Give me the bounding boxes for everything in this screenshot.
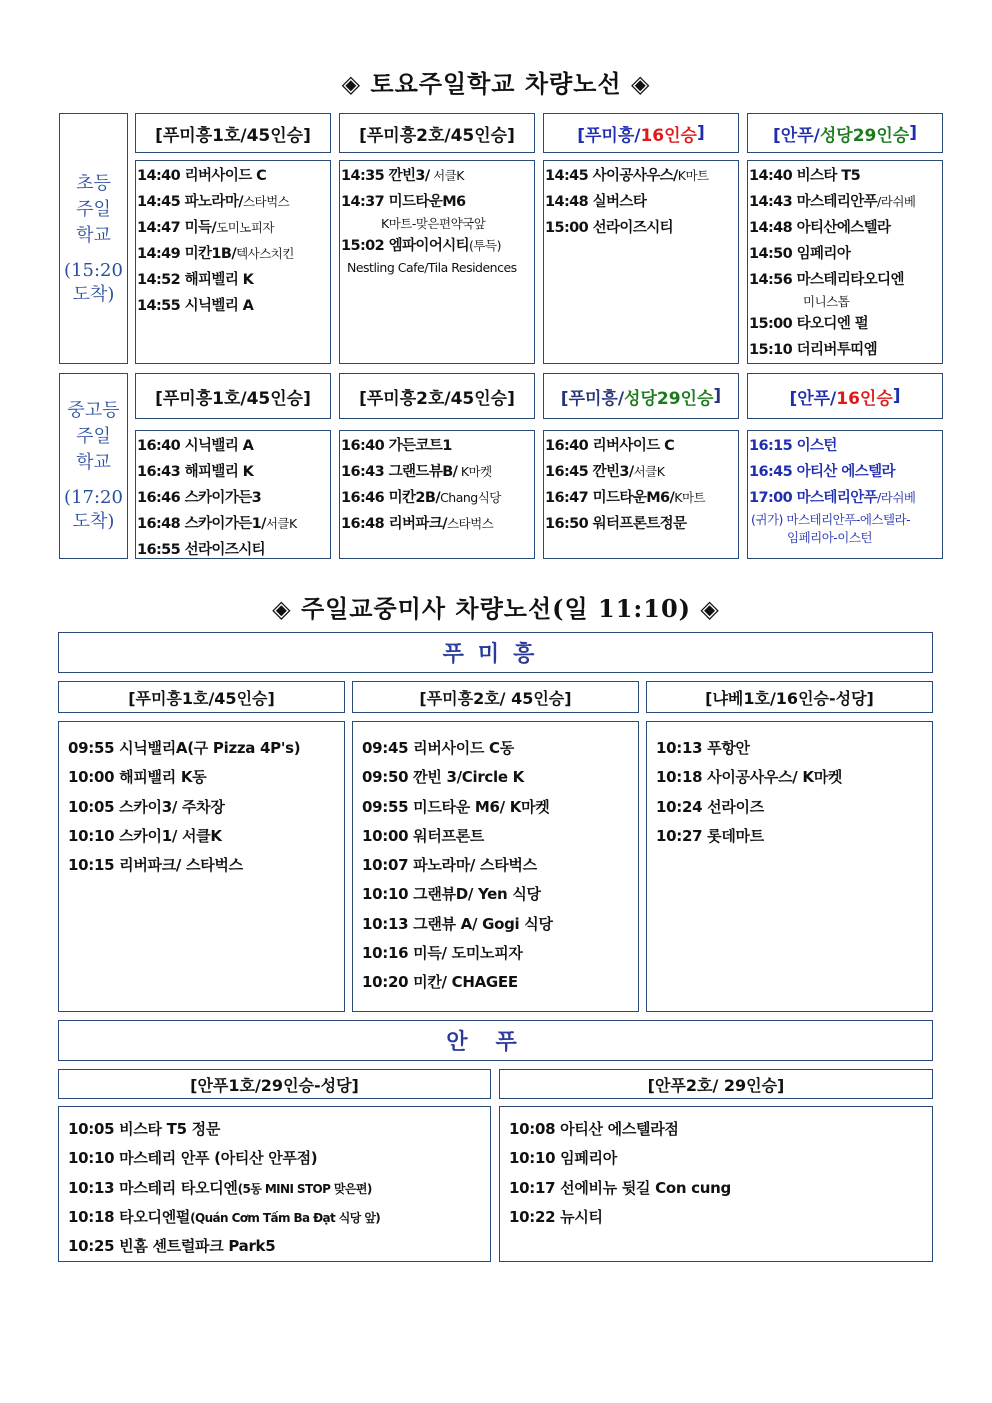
elementary-stop-row	[137, 293, 330, 319]
phumyhung-stop-row: 10:13 그랜뷰 A/ Gogi 식당	[362, 914, 553, 933]
secondary-label-2: 주일	[76, 426, 111, 447]
stop-time-place: 15:10 더리버투띠엠	[749, 342, 878, 358]
elementary-stop-row	[341, 189, 534, 215]
phumyhung-stop-row: 10:07 파노라마/ 스타벅스	[362, 856, 537, 875]
stop-time-place: 17:00 마스테리안푸	[749, 490, 878, 506]
secondary-stop-row	[137, 459, 330, 485]
stop-landmark: (Quán Cơm Tấm Ba Đạt 식당 앞)	[190, 1210, 381, 1225]
stop-time-place: 10:17 선에비뉴 뒷길 Con cung	[509, 1178, 731, 1197]
elementary-stop-row	[341, 163, 534, 189]
elementary-stop-row	[545, 215, 738, 241]
elementary-stop-note: Nestling Cafe/Tila Residences	[347, 260, 517, 275]
anphu-route-header-2: [안푸2호/ 29인승]	[499, 1069, 933, 1099]
anphu-stop-row	[509, 1174, 932, 1203]
phumyhung-stop-row: 10:20 미칸/ CHAGEE	[362, 973, 518, 992]
stop-time-place: 14:45 사이공사우스/	[545, 168, 678, 184]
stop-landmark: 서클K	[265, 516, 297, 531]
stop-time-place: 14:52 해피벨리 K	[137, 272, 254, 288]
phumyhung-stop-row: 10:10 스카이1/ 서클K	[68, 826, 222, 845]
stop-time-place: 16:45 깐빈3/	[545, 464, 634, 480]
secondary-route-header-2-part-1: [푸미흥2호/45인승]	[359, 388, 515, 409]
phumyhung-stop-row: 10:05 스카이3/ 주차장	[68, 797, 225, 816]
secondary-route-header-1-part-1: [푸미흥1호/45인승]	[155, 388, 311, 409]
stop-time-place: 16:48 스카이가든1/	[137, 516, 266, 532]
stop-landmark: 텍사스치킨	[236, 246, 294, 261]
anphu-stop-row	[509, 1203, 932, 1232]
elementary-stop-row	[137, 215, 330, 241]
sunday-mass-title: ◈ 주일교중미사 차량노선(일 11:10) ◈	[272, 594, 720, 623]
elementary-route-list-4	[747, 160, 943, 364]
secondary-stop-row	[137, 485, 330, 511]
elementary-stop-row	[545, 163, 738, 189]
stop-landmark: /라쉬베	[877, 194, 916, 209]
anphu-route-list-2	[499, 1106, 933, 1262]
stop-time-place: 14:50 임페리아	[749, 246, 851, 262]
phumyhung-stop-row: 09:50 깐빈 3/Circle K	[362, 768, 524, 787]
stop-landmark: (5동 MINI STOP 맞은편)	[237, 1181, 372, 1196]
phumyhung-route-list-2	[352, 721, 639, 1012]
stop-time-place: 14:37 미드타운M6	[341, 194, 466, 210]
phumyhung-stop-row: 10:15 리버파크/ 스타벅스	[68, 856, 243, 875]
stop-time-place: 15:00 선라이즈시티	[545, 220, 674, 236]
elementary-route-header-4-part-1: [안푸/	[773, 125, 820, 146]
phumyhung-stop-row: 10:10 그랜뷰D/ Yen 식당	[362, 885, 541, 904]
secondary-stop-row	[545, 433, 738, 459]
stop-landmark: 도미노피자	[216, 220, 275, 235]
anphu-stop-row	[68, 1144, 490, 1173]
stop-time-place: 14:40 비스타 T5	[749, 168, 861, 184]
anphu-route-header-1: [안푸1호/29인승-성당]	[58, 1069, 491, 1099]
elementary-label-3: 학교	[76, 224, 111, 246]
secondary-route-list-2	[339, 430, 535, 559]
stop-time-place: 10:05 비스타 T5 정문	[68, 1120, 221, 1138]
stop-landmark: K마켓	[457, 464, 492, 479]
elementary-stop-note: 미니스톱	[803, 294, 850, 309]
secondary-stop-note: (귀가) 마스테리안푸-에스텔라-	[751, 512, 911, 527]
elementary-stop-row	[137, 267, 330, 293]
elementary-route-header-3-part-2: 16인승	[640, 125, 697, 146]
stop-time-place: 16:48 리버파크/	[341, 516, 447, 532]
stop-time-place: 16:47 미드타운M6/	[545, 490, 675, 506]
elementary-stop-row	[341, 233, 534, 259]
stop-landmark: 서클K	[633, 464, 665, 479]
phumyhung-stop-row: 10:00 워터프론트	[362, 826, 485, 845]
secondary-label-3: 학교	[76, 452, 111, 473]
elementary-route-header-3-part-3: ]	[696, 123, 705, 143]
stop-time-place: 14:48 실버스타	[545, 194, 647, 210]
stop-time-place: 10:18 타오디엔펄	[68, 1207, 191, 1226]
phumyhung-stop-row: 09:45 리버사이드 C동	[362, 739, 514, 757]
stop-time-place: 14:56 마스테리타오디엔	[749, 272, 904, 288]
stop-time-place: 15:02 엠파이어시티	[341, 238, 470, 254]
elementary-route-header-4-part-3: ]	[909, 123, 917, 143]
phumyhung-stop-row: 10:24 선라이즈	[656, 797, 764, 816]
saturday-title: ◈ 토요주일학교 차량노선 ◈	[341, 69, 651, 98]
secondary-route-header-3-part-1: [푸미흥/	[560, 388, 625, 409]
secondary-route-header-4-part-1: [안푸/	[789, 388, 837, 409]
elementary-stop-row	[749, 267, 942, 293]
anphu-route-list-1	[58, 1106, 491, 1262]
secondary-stop-row	[137, 511, 330, 537]
elementary-stop-row	[137, 241, 330, 267]
stop-landmark: 스타벅스	[242, 194, 290, 209]
stop-landmark: (투득)	[469, 238, 501, 253]
elementary-route-list-2	[339, 160, 535, 364]
anphu-area-header: 안푸	[58, 1020, 933, 1061]
phumyhung-stop-row: 10:13 푸항안	[656, 739, 750, 757]
stop-time-place: 16:45 아티산 에스텔라	[749, 464, 895, 480]
elementary-route-header-1-part-1: [푸미흥1호/45인승]	[155, 125, 311, 146]
secondary-arrival-1: (17:20	[64, 487, 123, 508]
elementary-route-list-3	[543, 160, 739, 364]
stop-time-place: 10:13 마스테리 타오디엔	[68, 1178, 238, 1197]
secondary-route-list-3	[543, 430, 739, 559]
secondary-route-header-3-part-3: ]	[713, 386, 722, 406]
elementary-stop-row	[137, 163, 330, 189]
elementary-label	[59, 113, 128, 364]
stop-time-place: 10:08 아티산 에스텔라점	[509, 1120, 679, 1138]
elementary-label-1: 초등	[76, 172, 111, 194]
secondary-route-header-4-part-2: 16인승	[836, 388, 893, 409]
elementary-route-header-2-part-1: [푸미흥2호/45인승]	[359, 125, 515, 146]
elementary-route-header-4-part-2: 성당29인승	[819, 125, 910, 146]
stop-time-place: 10:10 임페리아	[509, 1149, 617, 1168]
elementary-stop-note: K마트-맞은편약국앞	[381, 216, 486, 231]
secondary-route-list-1	[135, 430, 331, 559]
elementary-stop-row	[749, 311, 942, 337]
elementary-route-header-4	[747, 113, 943, 153]
stop-time-place: 15:00 타오디엔 펄	[749, 316, 869, 332]
stop-time-place: 16:40 시닉밸리 A	[137, 438, 254, 454]
stop-time-place: 16:15 이스턴	[749, 438, 837, 454]
stop-time-place: 14:45 파노라마/	[137, 194, 243, 210]
secondary-stop-row	[137, 537, 330, 559]
stop-landmark: /라쉬베	[877, 490, 916, 505]
secondary-stop-row	[137, 433, 330, 459]
anphu-stop-row	[509, 1115, 932, 1144]
anphu-stop-row	[68, 1174, 490, 1203]
phumyhung-stop-row: 09:55 시닉밸리A(구 Pizza 4P's)	[68, 739, 301, 757]
elementary-stop-row	[749, 215, 942, 241]
stop-time-place: 10:25 빈홈 센트럴파크 Park5	[68, 1237, 276, 1256]
phumyhung-route-list-3	[646, 721, 933, 1012]
stop-landmark: 서클K	[429, 168, 464, 183]
elementary-stop-row	[137, 189, 330, 215]
phumyhung-route-header-1: [푸미흥1호/45인승]	[58, 681, 345, 713]
phumyhung-route-header-2: [푸미흥2호/ 45인승]	[352, 681, 639, 713]
elementary-route-header-1	[135, 113, 331, 153]
secondary-route-list-4	[747, 430, 943, 559]
anphu-stop-row	[68, 1232, 490, 1261]
elementary-label-2: 주일	[76, 198, 111, 220]
stop-time-place: 14:55 시닉벨리 A	[137, 298, 254, 314]
secondary-stop-row	[341, 459, 534, 485]
stop-landmark: K마트	[674, 490, 706, 505]
elementary-arrival-1: (15:20	[64, 259, 123, 281]
stop-landmark: 스타벅스	[446, 516, 494, 531]
secondary-route-header-2	[339, 373, 535, 419]
elementary-arrival-2: 도착)	[72, 283, 115, 305]
stop-time-place: 16:40 가든코트1	[341, 438, 452, 454]
elementary-route-header-3-part-1: [푸미흥/	[577, 125, 641, 146]
phumyhung-stop-row: 10:00 해피밸리 K동	[68, 768, 207, 787]
phumyhung-stop-row: 10:18 사이공사우스/ K마켓	[656, 768, 843, 787]
secondary-stop-row	[749, 485, 942, 511]
secondary-stop-row	[749, 433, 942, 459]
secondary-stop-row	[749, 459, 942, 485]
elementary-stop-row	[749, 337, 942, 363]
stop-time-place: 10:22 뉴시티	[509, 1207, 603, 1226]
secondary-route-header-3	[543, 373, 739, 419]
stop-time-place: 16:50 워터프론트정문	[545, 516, 687, 532]
secondary-stop-row	[545, 485, 738, 511]
elementary-stop-row	[749, 241, 942, 267]
anphu-stop-row	[68, 1115, 490, 1144]
secondary-route-header-1	[135, 373, 331, 419]
secondary-stop-row	[545, 459, 738, 485]
secondary-stop-note: 임페리아-이스턴	[787, 530, 873, 545]
stop-time-place: 14:49 미칸1B/	[137, 246, 237, 262]
phumyhung-area-header: 푸미흥	[58, 632, 933, 673]
phumyhung-stop-row: 10:16 미득/ 도미노피자	[362, 944, 523, 963]
phumyhung-stop-row: 10:27 롯데마트	[656, 826, 764, 845]
phumyhung-route-list-1	[58, 721, 345, 1012]
elementary-route-list-1	[135, 160, 331, 364]
stop-time-place: 16:43 해피밸리 K	[137, 464, 254, 480]
secondary-route-header-4	[747, 373, 943, 419]
stop-time-place: 14:35 깐빈3/	[341, 168, 430, 184]
secondary-stop-row	[545, 511, 738, 537]
stop-time-place: 14:48 아티산에스텔라	[749, 220, 891, 236]
stop-landmark: K마트	[677, 168, 709, 183]
secondary-stop-row	[341, 485, 534, 511]
stop-landmark: Chang식당	[440, 490, 501, 505]
stop-time-place: 14:47 미득/	[137, 220, 217, 236]
secondary-label-1: 중고등	[67, 400, 120, 421]
elementary-route-header-2	[339, 113, 535, 153]
stop-time-place: 14:40 리버사이드 C	[137, 168, 267, 184]
elementary-stop-row	[749, 189, 942, 215]
elementary-route-header-3	[543, 113, 739, 153]
stop-time-place: 16:55 선라이즈시티	[137, 542, 266, 558]
secondary-arrival-2: 도착)	[72, 511, 115, 532]
secondary-route-header-4-part-3: ]	[892, 386, 901, 406]
elementary-stop-row	[545, 189, 738, 215]
stop-time-place: 16:46 미칸2B/	[341, 490, 441, 506]
phumyhung-stop-row: 09:55 미드타운 M6/ K마켓	[362, 797, 550, 816]
phumyhung-route-header-3: [냐베1호/16인승-성당]	[646, 681, 933, 713]
stop-time-place: 10:10 마스테리 안푸 (아티산 안푸점)	[68, 1149, 318, 1168]
elementary-stop-row	[749, 163, 942, 189]
secondary-stop-row	[341, 433, 534, 459]
stop-time-place: 16:40 리버사이드 C	[545, 438, 675, 454]
secondary-stop-row	[341, 511, 534, 537]
anphu-stop-row	[509, 1144, 932, 1173]
secondary-label	[59, 373, 128, 559]
stop-time-place: 16:46 스카이가든3	[137, 490, 262, 506]
stop-time-place: 14:43 마스테리안푸	[749, 194, 878, 210]
secondary-route-header-3-part-2: 성당29인승	[624, 388, 714, 409]
anphu-stop-row	[68, 1203, 490, 1232]
stop-time-place: 16:43 그랜드뷰B/	[341, 464, 458, 480]
